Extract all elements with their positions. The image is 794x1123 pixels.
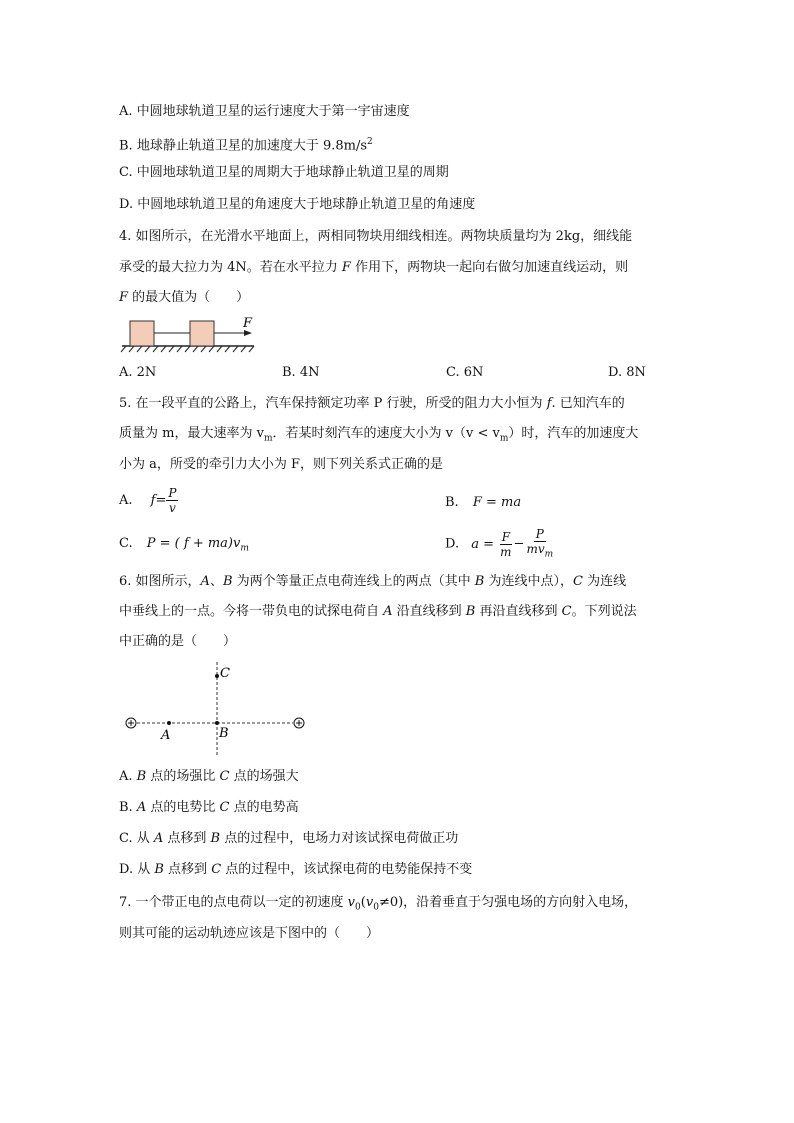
q5-option-d-fraction1	[498, 530, 513, 559]
q4-option-b: B. 4N	[282, 365, 320, 380]
q6-text: 。下列说法	[571, 604, 637, 619]
q7-stem-line2: 则其可能的运动轨迹应该是下图中的（ ）	[119, 926, 380, 941]
q4-blocks-figure	[118, 313, 260, 355]
q6-var: A	[200, 574, 210, 589]
block-left	[130, 321, 154, 346]
q5-option-b-expr: F = ma	[472, 495, 522, 510]
q6-stem-line1	[119, 573, 626, 591]
q5-text: 5. 在一段平直的公路上，汽车保持额定功率 P 行驶，所受的阻力大小恒为	[119, 396, 547, 411]
q6-var: B	[154, 862, 164, 877]
q7-var: v	[365, 895, 374, 910]
point-b	[215, 721, 219, 725]
q6-option-d	[119, 861, 472, 879]
q6-var: B	[474, 574, 485, 589]
q6-text: 中垂线上的一点。今将一带负电的试探电荷自	[119, 604, 384, 619]
q6-var: B	[222, 574, 233, 589]
q6-text: B.	[119, 800, 137, 815]
q3-option-b-sup: 2	[367, 137, 373, 147]
q5-text: . 已知汽车的	[551, 396, 625, 411]
q5-option-d	[445, 527, 555, 561]
q5-option-c-expr: P = ( f + ma)v	[146, 536, 241, 551]
q5-sub: m	[263, 433, 273, 444]
q3-option-d: D. 中圆地球轨道卫星的角速度大于地球静止轨道卫星的角速度	[119, 197, 476, 212]
q4-text: 承受的最大拉力为 4N。若在水平拉力	[119, 260, 342, 275]
q5-option-b	[445, 494, 521, 512]
q5-option-a	[119, 486, 178, 515]
q5-option-d-label: D.	[445, 536, 460, 552]
fraction-numerator: P	[168, 486, 177, 500]
fraction-denominator	[524, 542, 555, 561]
q6-text: 6. 如图所示，	[119, 574, 201, 589]
q7-sub: 0	[355, 902, 361, 913]
q6-text: 为连线中点），	[484, 574, 573, 589]
fraction-denominator: m	[500, 544, 512, 559]
fraction-denominator: v	[169, 501, 176, 515]
q5-option-c-label: C.	[119, 536, 133, 551]
q6-text: D. 从	[119, 862, 155, 877]
q6-text: 、	[209, 574, 223, 589]
q4-option-d: D. 8N	[608, 365, 646, 380]
q3-option-b	[119, 133, 373, 155]
q5-option-c	[119, 535, 249, 558]
q4-option-a: A. 2N	[119, 365, 157, 380]
q4-stem-line1: 4. 如图所示，在光滑水平地面上，两相同物块用细线相连。两物块质量均为 2kg，细线能	[119, 229, 633, 244]
q4-stem-line3	[119, 289, 249, 307]
q4-stem-line2	[119, 259, 628, 277]
q6-var: A	[153, 831, 164, 846]
q5-option-a-lhs: f=	[150, 493, 167, 508]
q6-text: 点移到	[163, 831, 211, 846]
q6-text: 为两个等量正点电荷连线上的两点（其中	[232, 574, 475, 589]
label-c: C	[220, 666, 230, 681]
q3-option-a: A. 中圆地球轨道卫星的运行速度大于第一宇宙速度	[119, 104, 410, 119]
q6-var: C	[572, 574, 583, 589]
q7-text: (	[360, 895, 366, 910]
q6-var: C	[561, 604, 572, 619]
q6-charges-figure	[120, 660, 312, 760]
q6-text: 点的过程中，电场力对该试探电荷做正功	[220, 831, 459, 846]
q5-option-c-sub: m	[240, 543, 249, 554]
q5-stem-line1	[119, 395, 625, 413]
q4-text: 的最大值为（ ）	[128, 290, 250, 305]
q6-var: C	[219, 769, 230, 784]
block-right	[190, 321, 214, 346]
label-a: A	[161, 728, 171, 743]
fraction-numerator: F	[501, 529, 511, 544]
q6-stem-line3: 中正确的是（ ）	[119, 634, 237, 649]
q6-option-a	[119, 768, 299, 786]
label-b: B	[219, 726, 229, 741]
q6-text: 点的电势比	[146, 800, 220, 815]
q7-var: v	[347, 895, 356, 910]
q5-option-a-label: A.	[119, 493, 133, 508]
q6-var: B	[465, 604, 476, 619]
q5-option-b-label: B.	[445, 495, 459, 510]
denominator-text: mv	[526, 542, 545, 556]
q5-text: 质量为 m，最大速率为 v	[119, 426, 264, 441]
q5-stem-line2	[119, 425, 638, 448]
q6-option-c	[119, 830, 458, 848]
q5-option-a-fraction	[166, 486, 178, 515]
q6-stem-line2	[119, 603, 637, 621]
q4-option-c: C. 6N	[446, 365, 484, 380]
q4-text: 作用下，两物块一起向右做匀加速直线运动，则	[350, 260, 629, 275]
minus-sign: −	[513, 536, 525, 552]
q6-text: 点的过程中，该试探电荷的电势能保持不变	[221, 862, 473, 877]
q6-var: C	[219, 800, 230, 815]
force-label: F	[243, 316, 253, 331]
q5-stem-line3: 小为 a，所受的牵引力大小为 F，则下列关系式正确的是	[119, 457, 444, 472]
q6-var: A	[383, 604, 393, 619]
q5-option-d-lhs: a =	[471, 536, 495, 552]
q6-var: A	[136, 800, 147, 815]
q6-text: 沿直线移到	[392, 604, 466, 619]
q6-text: A.	[119, 769, 137, 784]
fraction-numerator: P	[535, 527, 544, 541]
q4-var-f: F	[119, 290, 129, 305]
q6-text: 点的电势高	[229, 800, 299, 815]
q5-var-f: f	[546, 396, 552, 411]
q3-option-c: C. 中圆地球轨道卫星的周期大于地球静止轨道卫星的周期	[119, 165, 449, 180]
q6-text: 为连线	[582, 574, 627, 589]
q5-text: ）时，汽车的加速度大	[508, 426, 639, 441]
q5-text: ．若某时刻汽车的速度大小为 v（v < v	[272, 426, 500, 441]
q6-var: C	[211, 862, 222, 877]
q6-text: C. 从	[119, 831, 154, 846]
q6-var: B	[210, 831, 221, 846]
q6-text: 点的场强大	[229, 769, 299, 784]
point-c	[215, 674, 219, 678]
q6-option-b	[119, 799, 299, 817]
denominator-sub: m	[544, 549, 554, 560]
q7-stem-line1	[119, 894, 637, 917]
q5-option-d-fraction2	[524, 527, 555, 561]
point-a	[167, 721, 171, 725]
q4-var-f: F	[341, 260, 351, 275]
q6-text: 点移到	[163, 862, 212, 877]
q6-text: 点的场强比	[146, 769, 220, 784]
q3-option-b-text: B. 地球静止轨道卫星的加速度大于 9.8m/s	[119, 138, 368, 154]
q5-sub: m	[499, 433, 509, 444]
q6-text: 再沿直线移到	[475, 604, 562, 619]
q7-text: 7. 一个带正电的点电荷以一定的初速度	[119, 895, 348, 910]
q6-var: B	[136, 769, 147, 784]
q7-sub: 0	[373, 902, 379, 913]
ground-hatch	[121, 346, 254, 352]
q7-text: ≠0)，沿着垂直于匀强电场的方向射入电场，	[378, 895, 638, 910]
